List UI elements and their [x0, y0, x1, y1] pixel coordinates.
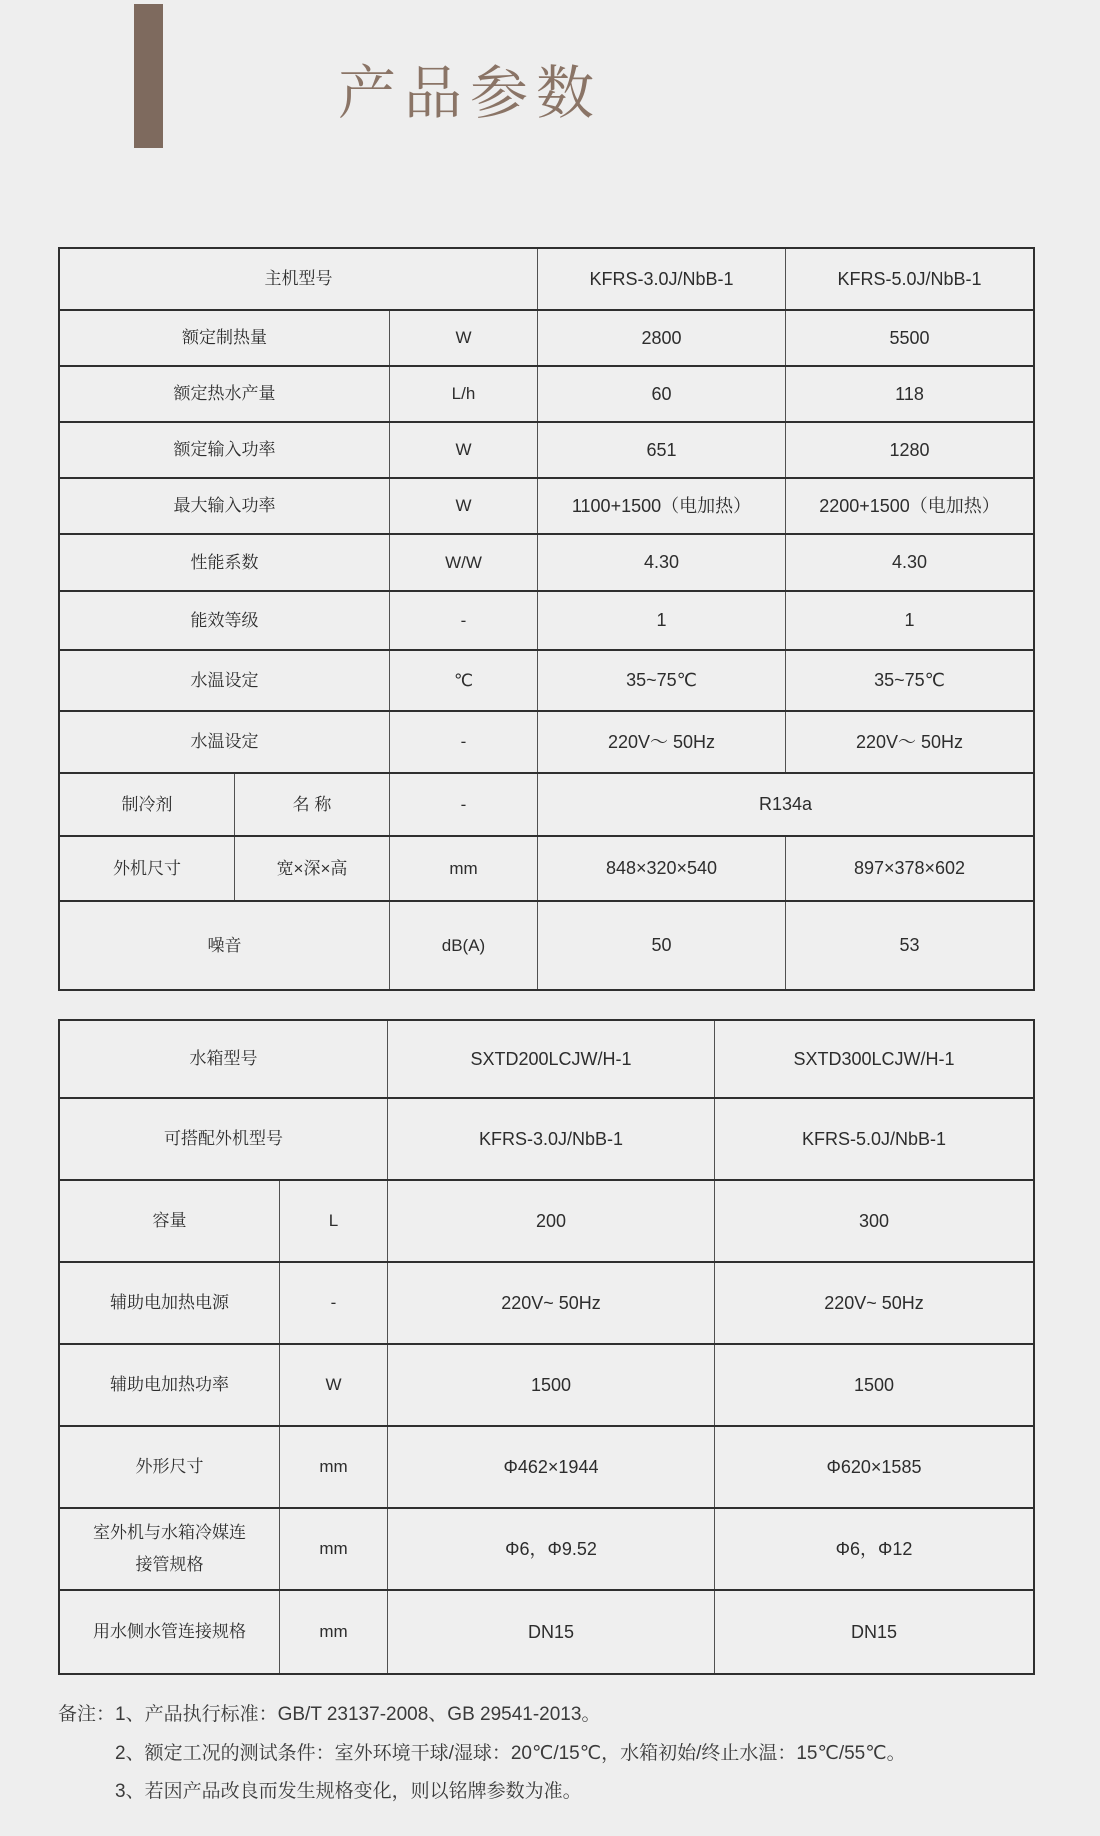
- cell-label: 水温设定: [60, 651, 390, 710]
- cell-label: 外形尺寸: [60, 1427, 280, 1507]
- cell-unit: mm: [280, 1427, 388, 1507]
- cell-sublabel: 名 称: [235, 774, 390, 835]
- cell-unit: L: [280, 1181, 388, 1261]
- cell-value-2: 4.30: [891, 552, 928, 572]
- cell-label: 性能系数: [60, 535, 390, 590]
- cell-value-1: 1500: [388, 1345, 715, 1425]
- cell-value-1: Φ462×1944: [388, 1427, 715, 1507]
- table-row: [60, 712, 1033, 774]
- table-row: [60, 1021, 1033, 1099]
- cell-sublabel: 宽×深×高: [235, 837, 390, 900]
- note-line: [58, 1702, 1048, 1728]
- cell-label: 额定热水产量: [60, 367, 390, 421]
- cell-value-2: 1500: [853, 1374, 895, 1395]
- cell-label: 水温设定: [60, 712, 390, 772]
- cell-value-2: 300: [858, 1210, 890, 1231]
- cell-value-2: 2200+1500（电加热）: [819, 495, 1000, 516]
- table-row: [60, 423, 1033, 479]
- table-row: [60, 902, 1033, 989]
- cell-label: 辅助电加热电源: [60, 1263, 280, 1343]
- table-row: [60, 592, 1033, 651]
- cell-value-1: 220V~ 50Hz: [388, 1263, 715, 1343]
- cell-label: 用水侧水管连接规格: [60, 1591, 280, 1673]
- cell-label: 能效等级: [60, 592, 390, 649]
- table-row: [60, 651, 1033, 712]
- cell-value-2: Φ620×1585: [826, 1456, 922, 1477]
- cell-value-1: Φ6，Φ9.52: [388, 1509, 715, 1589]
- cell-value-2: SXTD300LCJW/H-1: [793, 1048, 955, 1069]
- cell-unit: -: [390, 712, 538, 772]
- table-row: [60, 367, 1033, 423]
- table-row: [60, 837, 1033, 902]
- table-row: [60, 249, 1033, 311]
- cell-unit: -: [390, 774, 538, 835]
- cell-label: 辅助电加热功率: [60, 1345, 280, 1425]
- cell-value-2: 5500: [889, 327, 930, 348]
- header-model-1: KFRS-3.0J/NbB-1: [538, 249, 786, 309]
- cell-value-1: 35~75℃: [538, 651, 786, 710]
- main-unit-spec-table: [58, 247, 1035, 991]
- cell-value-1: 200: [388, 1181, 715, 1261]
- table-row: [60, 479, 1033, 535]
- cell-unit: mm: [280, 1509, 388, 1589]
- cell-label: [60, 1509, 280, 1589]
- cell-value-1: 651: [538, 423, 786, 477]
- note-line: 3、若因产品改良而发生规格变化，则以铭牌参数为准。: [115, 1781, 582, 1803]
- water-tank-spec-table: [58, 1019, 1035, 1675]
- cell-value-2: 1: [904, 610, 915, 630]
- cell-label: 制冷剂: [60, 774, 235, 835]
- cell-value-1: 220V～ 50Hz: [538, 712, 786, 772]
- cell-value-2: 1280: [889, 439, 930, 460]
- cell-label: 外机尺寸: [60, 837, 235, 900]
- cell-value-2: Φ6，Φ12: [835, 1538, 913, 1559]
- cell-label: 最大输入功率: [60, 479, 390, 533]
- table-row: [60, 1181, 1033, 1263]
- cell-value-1: 848×320×540: [538, 837, 786, 900]
- table-row: [60, 535, 1033, 592]
- cell-value-1: 60: [538, 367, 786, 421]
- cell-unit: mm: [390, 837, 538, 900]
- header-model-2: KFRS-5.0J/NbB-1: [837, 268, 982, 289]
- cell-value-1: KFRS-3.0J/NbB-1: [388, 1099, 715, 1179]
- cell-value-2: 118: [895, 383, 924, 404]
- cell-value-merged: R134a: [758, 794, 813, 814]
- cell-value-2: KFRS-5.0J/NbB-1: [801, 1128, 947, 1149]
- table-row: [60, 1099, 1033, 1181]
- cell-unit: L/h: [390, 367, 538, 421]
- cell-value-2: DN15: [850, 1621, 898, 1642]
- cell-value-2: 35~75℃: [874, 670, 945, 690]
- cell-value-1: 1: [538, 592, 786, 649]
- cell-unit: W/W: [390, 535, 538, 590]
- notes-prefix: 备注：: [58, 1704, 116, 1725]
- cell-unit: dB(A): [390, 902, 538, 989]
- cell-label: 水箱型号: [60, 1021, 388, 1097]
- cell-value-2: 53: [899, 935, 920, 955]
- table-row: [60, 774, 1033, 837]
- cell-unit: W: [390, 479, 538, 533]
- cell-value-1: DN15: [388, 1591, 715, 1673]
- cell-label: 额定输入功率: [60, 423, 390, 477]
- cell-unit: ℃: [390, 651, 538, 710]
- table-row: [60, 1345, 1033, 1427]
- table-row: [60, 311, 1033, 367]
- page-title: 产品参数: [337, 61, 602, 126]
- cell-value-2: 897×378×602: [853, 858, 966, 878]
- footnotes: [58, 1702, 1048, 1818]
- cell-value-1: SXTD200LCJW/H-1: [388, 1021, 715, 1097]
- cell-unit: W: [280, 1345, 388, 1425]
- cell-value-2: 220V～ 50Hz: [855, 731, 964, 752]
- cell-label: 可搭配外机型号: [60, 1099, 388, 1179]
- cell-unit: W: [390, 423, 538, 477]
- cell-unit: W: [390, 311, 538, 365]
- table-row: [60, 1509, 1033, 1591]
- note-text: 1、产品执行标准：GB/T 23137-2008、GB 29541-2013。: [115, 1704, 601, 1725]
- cell-unit: -: [390, 592, 538, 649]
- table-row: [60, 1591, 1033, 1673]
- cell-unit: mm: [280, 1591, 388, 1673]
- cell-value-1: 1100+1500（电加热）: [538, 479, 786, 533]
- cell-label: 容量: [60, 1181, 280, 1261]
- cell-value-2: 220V~ 50Hz: [824, 1292, 924, 1313]
- cell-label: 噪音: [60, 902, 390, 989]
- cell-value-1: 4.30: [538, 535, 786, 590]
- header-label: 主机型号: [60, 249, 538, 309]
- note-line: 2、额定工况的测试条件：室外环境干球/湿球：20℃/15℃，水箱初始/终止水温：15℃/55℃。: [115, 1742, 906, 1764]
- table-row: [60, 1263, 1033, 1345]
- cell-value-1: 2800: [538, 311, 786, 365]
- table-row: [60, 1427, 1033, 1509]
- cell-label: 额定制热量: [60, 311, 390, 365]
- cell-unit: -: [280, 1263, 388, 1343]
- cell-value-1: 50: [538, 902, 786, 989]
- cell-label-text: 室外机与水箱冷媒连接管规格: [93, 1522, 246, 1574]
